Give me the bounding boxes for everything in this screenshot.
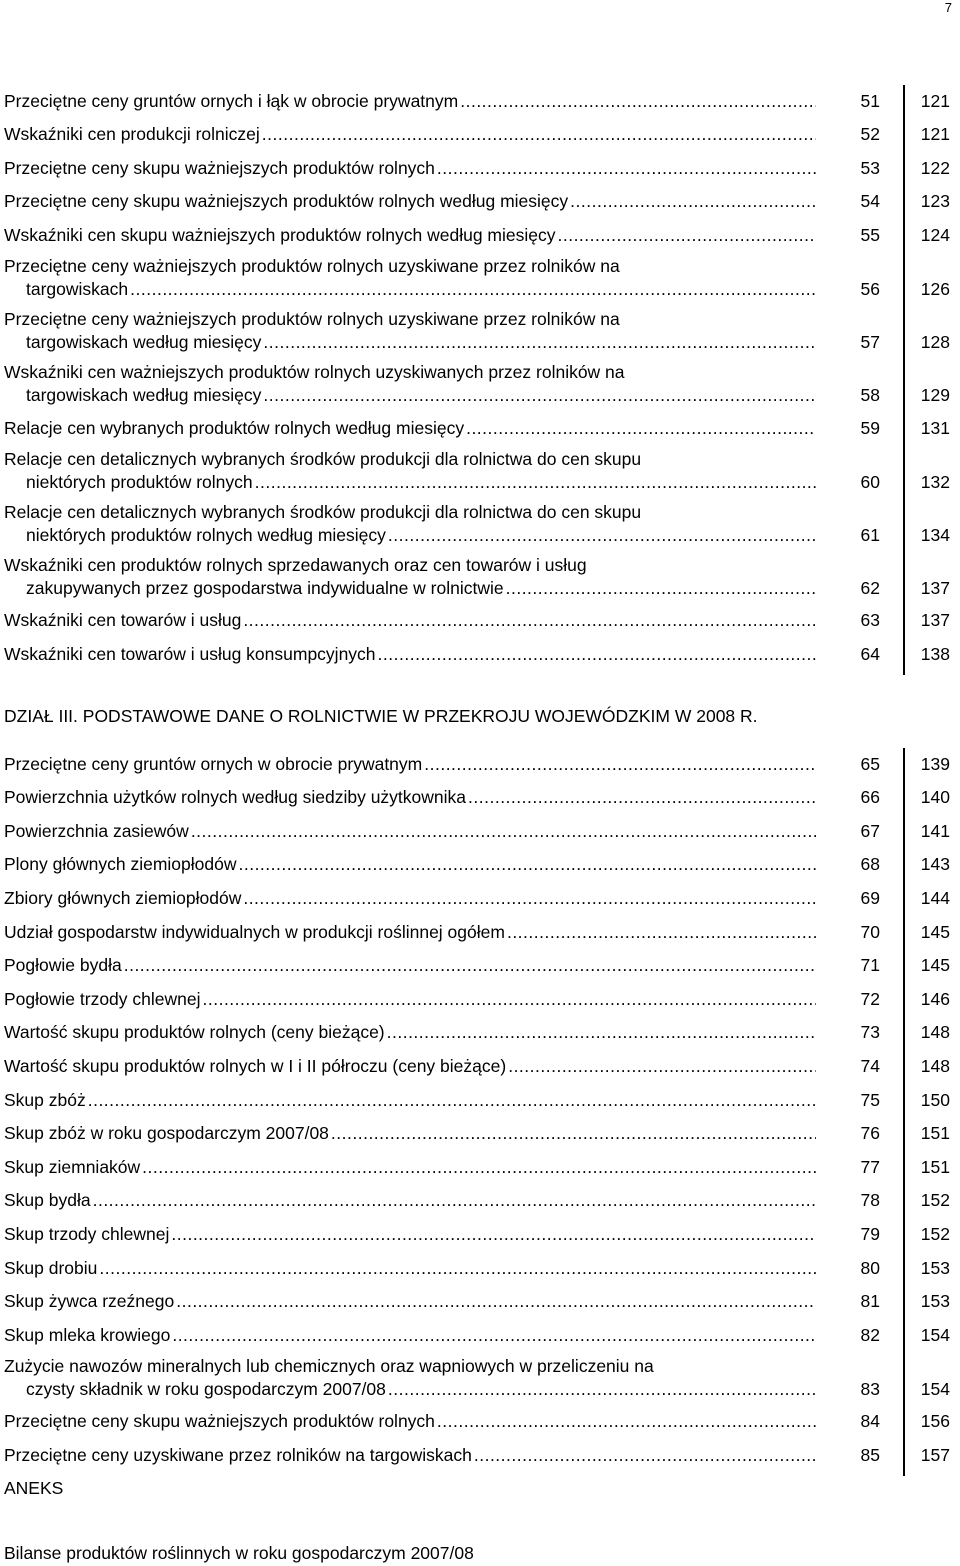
toc-entry[interactable] [4,1406,954,1440]
toc-entry[interactable] [4,552,954,605]
dot-leader [331,1122,816,1145]
toc-entry-title [4,1156,816,1179]
toc-entry[interactable] [4,85,954,119]
toc-entry-title [4,1444,816,1467]
toc-entry[interactable] [4,119,954,153]
toc-entry-table-number: 75 [860,1089,880,1110]
toc-entry-title [4,501,816,547]
dot-leader [557,224,816,247]
toc-entry-page-number: 139 [920,753,950,774]
toc-entry-title [4,643,816,666]
toc-entry-page-number: 132 [920,471,950,492]
toc-entry-page-number: 151 [920,1123,950,1144]
toc-entry-page-number: 150 [920,1089,950,1110]
toc-entry-title-line: zakupywanych przez gospodarstwa indywidualne w rolnictwie [26,577,504,598]
toc-entry[interactable] [4,1252,954,1286]
toc-entry[interactable] [4,219,954,253]
toc-entry-page-number: 134 [920,524,950,545]
toc-entry-table-number: 58 [860,384,880,405]
toc-entry-page-number: 141 [920,820,950,841]
toc-entry-table-number: 61 [860,524,880,545]
toc-entry-page-number: 138 [920,643,950,664]
dot-leader [238,853,816,876]
toc-entry-title-line: Relacje cen detalicznych wybranych środków produkcji dla rolnictwa do cen skupu [4,501,642,522]
toc-entry-title-line: niektórych produktów rolnych [26,471,253,492]
toc-entry[interactable] [4,1017,954,1051]
toc-entry-table-number: 56 [860,278,880,299]
toc-entry-table-number: 66 [860,787,880,808]
annex-first-entry: Bilanse produktów roślinnych w roku gospodarczym 2007/08 [4,1543,474,1563]
toc-entry-table-number: 55 [860,224,880,245]
toc-entry-title-line: Wskaźniki cen towarów i usług konsumpcyjnych [4,643,376,664]
toc-entry[interactable] [4,605,954,639]
toc-entry-title [4,887,816,910]
toc-entry-title [4,90,816,113]
toc-entry-title-line: Plony głównych ziemiopłodów [4,854,237,875]
toc-entry[interactable] [4,950,954,984]
toc-entry-title [4,1021,816,1044]
dot-leader [243,609,816,632]
toc-entry-title [4,123,816,146]
dot-leader [424,753,816,776]
toc-entry[interactable] [4,1050,954,1084]
toc-entry-table-number: 54 [860,191,880,212]
toc-entry[interactable] [4,983,954,1017]
toc-entry-table-number: 52 [860,124,880,145]
toc-entry-title-line: Zużycie nawozów mineralnych lub chemicznych oraz wapniowych w przeliczeniu na [4,1355,654,1376]
toc-entry-title [4,554,816,600]
dot-leader [437,1410,816,1433]
toc-entry-title-line: czysty składnik w roku gospodarczym 2007/08 [26,1378,386,1399]
toc-entry-title-line: Przeciętne ceny skupu ważniejszych produktów rolnych [4,157,435,178]
dot-leader [388,524,816,547]
toc-entry-title [4,988,816,1011]
toc-entry-title-line: Skup drobiu [4,1257,98,1278]
toc-entry-page-number: 157 [920,1444,950,1465]
toc-entry-page-number: 144 [920,887,950,908]
toc-entry-title [4,308,816,354]
toc-entry-table-number: 70 [860,921,880,942]
toc-entry-table-number: 80 [860,1257,880,1278]
toc-entry-title [4,921,816,944]
toc-entry-title-line: Wskaźniki cen ważniejszych produktów rolnych uzyskiwanych przez rolników na [4,361,625,382]
dot-leader [171,1223,816,1246]
dot-leader [506,577,816,600]
toc-entry-title-line: Skup trzody chlewnej [4,1223,170,1244]
toc-entry-title-line: Wskaźniki cen skupu ważniejszych produktów rolnych według miesięcy [4,224,556,245]
dot-leader [255,471,816,494]
toc-entry-page-number: 148 [920,1055,950,1076]
dot-leader [124,954,816,977]
toc-entry-table-number: 63 [860,610,880,631]
toc-entry-table-number: 57 [860,331,880,352]
toc-entry-title-line: Pogłowie bydła [4,955,122,976]
toc-entry-table-number: 78 [860,1190,880,1211]
toc-entry-title-line: Przeciętne ceny skupu ważniejszych produktów rolnych według miesięcy [4,191,569,212]
page-number: 7 [944,0,952,15]
toc-entry[interactable] [4,1118,954,1152]
toc-entry-page-number: 154 [920,1324,950,1345]
toc-entry-title [4,448,816,494]
toc-entry-table-number: 81 [860,1291,880,1312]
toc-entry-page-number: 122 [920,157,950,178]
toc-entry-title-line: Wskaźniki cen towarów i usług [4,610,242,631]
dot-leader [437,157,816,180]
toc-entry-title-line: Przeciętne ceny ważniejszych produktów rolnych uzyskiwane przez rolników na [4,308,620,329]
toc-entry-page-number: 153 [920,1291,950,1312]
toc-entry-table-number: 69 [860,887,880,908]
dot-leader [263,331,816,354]
dot-leader [243,887,816,910]
toc-entry-title [4,820,816,843]
toc-entry-title-line: targowiskach według miesięcy [26,331,262,352]
dot-leader [93,1189,816,1212]
toc-entry-table-number: 59 [860,417,880,438]
toc-entry-page-number: 126 [920,278,950,299]
toc-entry-title [4,190,816,213]
toc-entry-table-number: 73 [860,1022,880,1043]
toc-entry-page-number: 145 [920,921,950,942]
dot-leader [142,1156,816,1179]
toc-entry-title-line: niektórych produktów rolnych według miesięcy [26,524,386,545]
toc-entry-title [4,1290,816,1313]
toc-entry-title-line: Skup zbóż [4,1089,86,1110]
toc-entry-title-line: targowiskach [26,278,129,299]
dot-leader [88,1089,816,1112]
annex-heading: ANEKS [4,1478,64,1498]
toc-entry-title [4,417,816,440]
toc-entry-title [4,609,816,632]
toc-entry-page-number: 124 [920,224,950,245]
dot-leader [172,1324,816,1347]
toc-entry-title-line: Zbiory głównych ziemiopłodów [4,887,242,908]
toc-entry-title-line: Powierzchnia użytków rolnych według siedziby użytkownika [4,787,467,808]
toc-entry-title [4,1189,816,1212]
toc-entry-title [4,786,816,809]
toc-entry-title [4,1355,816,1401]
toc-entry-page-number: 121 [920,124,950,145]
toc-entry-title [4,361,816,407]
toc-entry-title [4,1089,816,1112]
toc-entry-title-line: Wskaźniki cen produktów rolnych sprzedawanych oraz cen towarów i usług [4,554,587,575]
toc-entry-page-number: 154 [920,1378,950,1399]
toc-entry-title-line: Relacje cen detalicznych wybranych środków produkcji dla rolnictwa do cen skupu [4,448,642,469]
toc-entry-table-number: 68 [860,854,880,875]
toc-entry[interactable] [4,849,954,883]
dot-leader [474,1444,816,1467]
toc-entry-title-line: Wskaźniki cen produkcji rolniczej [4,124,260,145]
toc-entry[interactable] [4,782,954,816]
toc-entry-table-number: 62 [860,577,880,598]
toc-entry-title-line: Przeciętne ceny uzyskiwane przez rolników na targowiskach [4,1444,472,1465]
toc-entry-title-line: Przeciętne ceny skupu ważniejszych produktów rolnych [4,1411,435,1432]
toc-entry-title [4,1410,816,1433]
toc-entry[interactable] [4,306,954,359]
toc-entry-page-number: 129 [920,384,950,405]
toc-entry[interactable] [4,1353,954,1406]
toc-entry-title-line: targowiskach według miesięcy [26,384,262,405]
toc-entry[interactable] [4,499,954,552]
toc-entry[interactable] [4,638,954,672]
toc-list-section-2 [4,85,954,672]
toc-entry[interactable] [4,1218,954,1252]
toc-entry-page-number: 137 [920,610,950,631]
toc-entry-title-line: Pogłowie trzody chlewnej [4,988,201,1009]
dot-leader [570,190,816,213]
toc-entry[interactable] [4,1286,954,1320]
toc-entry[interactable] [4,253,954,306]
toc-entry-table-number: 64 [860,643,880,664]
toc-entry-page-number: 131 [920,417,950,438]
toc-entry-title [4,954,816,977]
toc-entry[interactable] [4,1084,954,1118]
toc-entry-title-line: Przeciętne ceny ważniejszych produktów rolnych uzyskiwane przez rolników na [4,255,620,276]
toc-entry-page-number: 152 [920,1223,950,1244]
toc-entry-title [4,224,816,247]
dot-leader [262,123,816,146]
dot-leader [99,1257,816,1280]
toc-entry-table-number: 83 [860,1378,880,1399]
toc-entry-title-line: Wartość skupu produktów rolnych w I i II półroczu (ceny bieżące) [4,1055,507,1076]
dot-leader [468,786,816,809]
toc-entry-title [4,1223,816,1246]
toc-entry-table-number: 71 [860,955,880,976]
toc-entry-title [4,1122,816,1145]
dot-leader [507,921,816,944]
toc-entry-title-line: Powierzchnia zasiewów [4,820,189,841]
toc-list-section-3 [4,748,954,1473]
toc-entry-table-number: 60 [860,471,880,492]
dot-leader [508,1055,816,1078]
toc-entry-table-number: 77 [860,1156,880,1177]
toc-entry-table-number: 53 [860,157,880,178]
toc-entry-title-line: Skup bydła [4,1190,91,1211]
toc-entry[interactable] [4,1185,954,1219]
toc-entry[interactable] [4,186,954,220]
toc-entry-page-number: 146 [920,988,950,1009]
toc-entry-table-number: 65 [860,753,880,774]
toc-entry-page-number: 151 [920,1156,950,1177]
dot-leader [460,90,816,113]
toc-entry-table-number: 82 [860,1324,880,1345]
toc-entry-page-number: 137 [920,577,950,598]
toc-entry[interactable] [4,1151,954,1185]
toc-entry-table-number: 84 [860,1411,880,1432]
toc-entry-page-number: 121 [920,90,950,111]
toc-entry-table-number: 67 [860,820,880,841]
toc-entry-table-number: 51 [860,90,880,111]
toc-entry[interactable] [4,152,954,186]
toc-entry[interactable] [4,882,954,916]
toc-entry[interactable] [4,748,954,782]
toc-entry-page-number: 128 [920,331,950,352]
dot-leader [176,1290,816,1313]
toc-entry-title [4,853,816,876]
dot-leader [388,1378,816,1401]
toc-entry-page-number: 153 [920,1257,950,1278]
toc-entry-page-number: 123 [920,191,950,212]
toc-entry-table-number: 79 [860,1223,880,1244]
toc-entry-title [4,157,816,180]
toc-entry-page-number: 148 [920,1022,950,1043]
toc-entry-table-number: 74 [860,1055,880,1076]
toc-entry-page-number: 145 [920,955,950,976]
toc-entry[interactable] [4,412,954,446]
toc-entry-title-line: Skup mleka krowiego [4,1324,171,1345]
toc-entry-table-number: 72 [860,988,880,1009]
toc-entry-page-number: 140 [920,787,950,808]
dot-leader [378,643,816,666]
toc-entry[interactable] [4,446,954,499]
toc-entry-page-number: 143 [920,854,950,875]
toc-entry-title [4,255,816,301]
toc-entry-title-line: Przeciętne ceny gruntów ornych w obrocie prywatnym [4,753,423,774]
toc-entry-table-number: 76 [860,1123,880,1144]
toc-entry-title-line: Skup żywca rzeźnego [4,1291,175,1312]
toc-entry-title [4,1324,816,1347]
toc-entry-table-number: 85 [860,1444,880,1465]
toc-entry-title-line: Skup zbóż w roku gospodarczym 2007/08 [4,1123,329,1144]
toc-entry-title [4,753,816,776]
dot-leader [387,1021,816,1044]
toc-entry[interactable] [4,916,954,950]
dot-leader [130,278,816,301]
dot-leader [191,820,816,843]
toc-entry-page-number: 156 [920,1411,950,1432]
toc-entry-title-line: Przeciętne ceny gruntów ornych i łąk w obrocie prywatnym [4,90,459,111]
toc-entry-title-line: Wartość skupu produktów rolnych (ceny bieżące) [4,1022,385,1043]
dot-leader [466,417,816,440]
section-heading: DZIAŁ III. PODSTAWOWE DANE O ROLNICTWIE W PRZEKROJU WOJEWÓDZKIM W 2008 R. [4,706,758,726]
toc-entry-title-line: Udział gospodarstw indywidualnych w produkcji roślinnej ogółem [4,921,505,942]
toc-entry-title [4,1257,816,1280]
toc-entry-title-line: Relacje cen wybranych produktów rolnych według miesięcy [4,417,465,438]
toc-entry-title-line: Skup ziemniaków [4,1156,141,1177]
dot-leader [263,384,816,407]
toc-entry[interactable] [4,815,954,849]
toc-entry[interactable] [4,1319,954,1353]
toc-entry-page-number: 152 [920,1190,950,1211]
dot-leader [203,988,817,1011]
toc-entry[interactable] [4,359,954,412]
toc-entry[interactable] [4,1439,954,1473]
toc-entry-title [4,1055,816,1078]
